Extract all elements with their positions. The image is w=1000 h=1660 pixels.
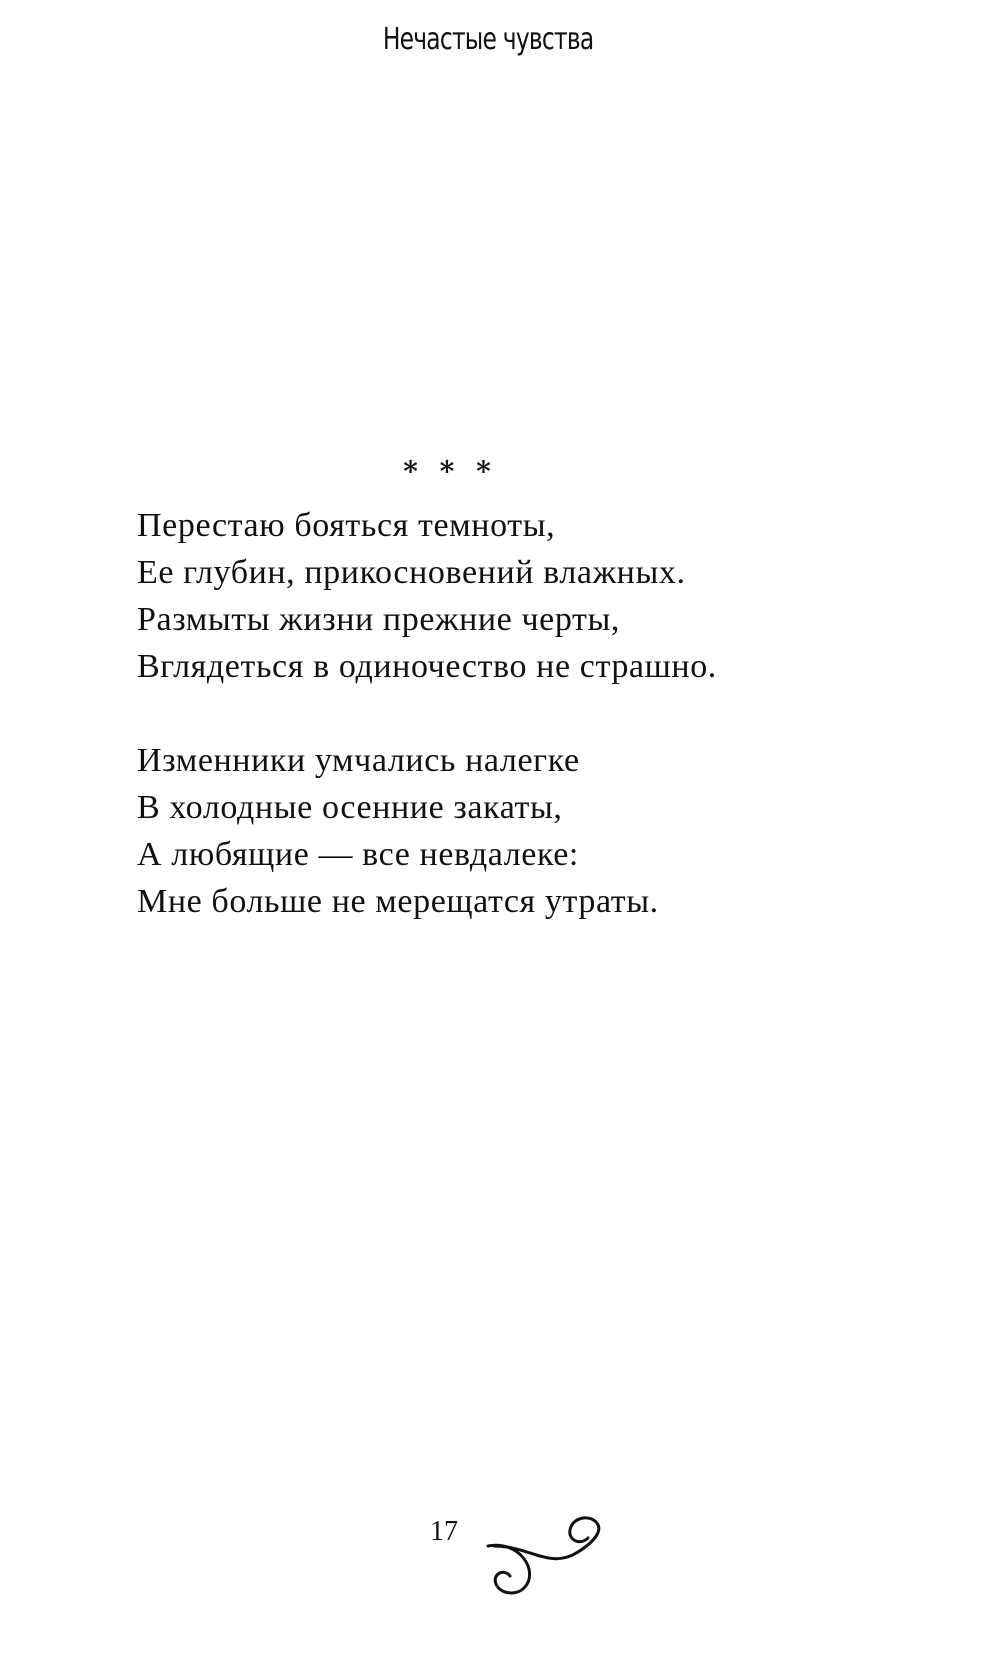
poem-line: В холодные осенние закаты, xyxy=(137,789,563,826)
swirl-flourish-icon xyxy=(480,1512,620,1602)
poem-line: Изменники умчались налегке xyxy=(137,742,580,779)
stanza-2 xyxy=(137,737,717,925)
poem-line: Мне больше не мерещатся утраты. xyxy=(137,883,659,920)
stanza-1 xyxy=(137,502,717,690)
poem-body xyxy=(137,502,717,972)
running-title: Нечастые чувства xyxy=(382,22,594,57)
poem-line: Вглядеться в одиночество не страшно. xyxy=(137,648,717,685)
poem-separator: * * * xyxy=(403,455,497,488)
poem-line: Ее глубин, прикосновений влажных. xyxy=(137,554,686,591)
poem-line: А любящие — все невдалеке: xyxy=(137,836,579,873)
page-number: 17 xyxy=(430,1516,458,1547)
poem-line: Размыты жизни прежние черты, xyxy=(137,601,621,638)
poem-line: Перестаю бояться темноты, xyxy=(137,507,556,544)
